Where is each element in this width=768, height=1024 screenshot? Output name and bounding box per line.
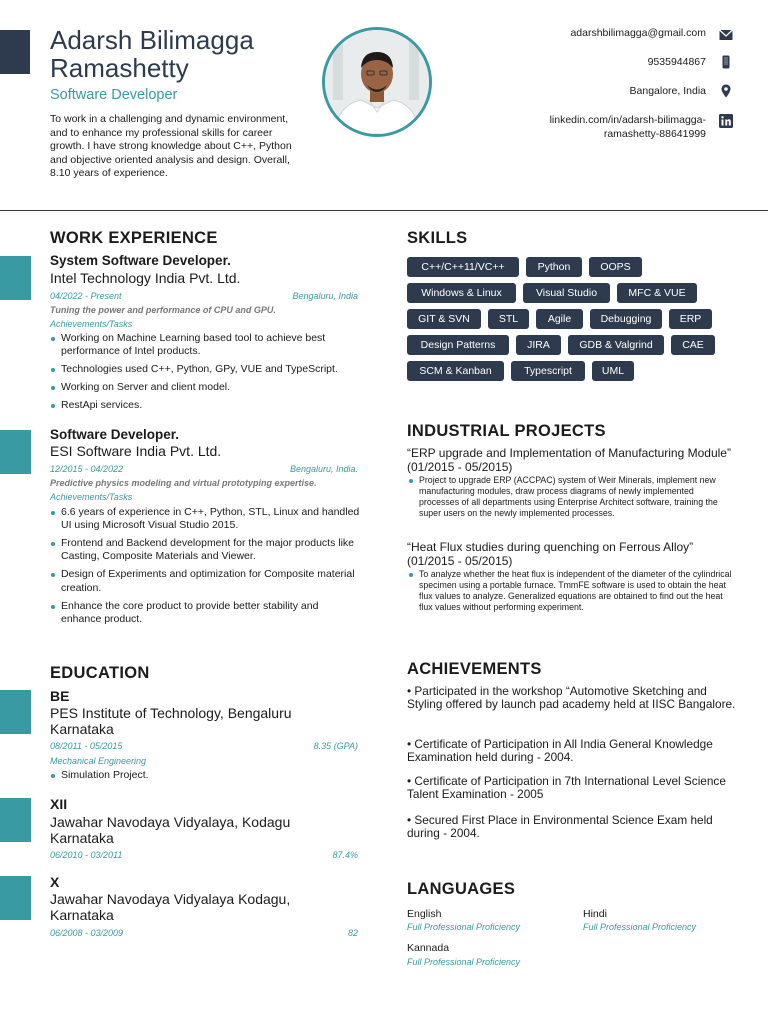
section-title-languages: LANGUAGES [407, 880, 516, 898]
project-title: “ERP upgrade and Implementation of Manufacturing Module” (01/2015 - 05/2015) [407, 446, 731, 474]
job-location: Bengaluru, India [292, 291, 358, 301]
list-item: Project to upgrade ERP (ACCPAC) system of Weir Minerals, implement new manufacturing modules, draw process diagrams of newly implemented processes of all departments using Enterprise Architect software, training the super users on the newly implemented processes. [407, 475, 732, 519]
list-item: Design of Experiments and optimization for Composite material creation. [50, 568, 360, 595]
contact-location: Bangalore, India [629, 85, 706, 97]
language-level: Full Professional Proficiency [407, 957, 521, 967]
profile-summary: To work in a challenging and dynamic environment, and to enhance my professional skills for career growth. I have strong knowledge about C++, Python and objective oriented analysis and design. Overall, 8.10 years of experience. [50, 113, 292, 179]
profile-photo-illustration [325, 30, 429, 134]
job-description: Predictive physics modeling and virtual prototyping expertise. [50, 478, 317, 488]
education-dates: 08/2011 - 05/2015 [50, 741, 123, 751]
skill-tag: ERP [669, 309, 712, 329]
language-level: Full Professional Proficiency [407, 922, 521, 932]
profile-photo [322, 27, 432, 137]
candidate-role: Software Developer [50, 87, 178, 103]
language-name: Hindi [583, 908, 607, 920]
language-level: Full Professional Proficiency [583, 922, 697, 932]
email-icon [719, 28, 733, 42]
achievement-item: • Participated in the workshop “Automotive Sketching and Styling offered by launch pad academy held at IISC Bangalore. [407, 684, 736, 712]
job-title: System Software Developer. [50, 253, 231, 268]
education-institution: Jawahar Navodaya Vidyalaya, Kodagu Karnataka [50, 814, 291, 846]
list-item: RestApi services. [50, 399, 360, 412]
section-title-projects: INDUSTRIAL PROJECTS [407, 422, 606, 440]
skill-tag: CAE [671, 335, 715, 355]
job-dates: 04/2022 - Present [50, 291, 122, 301]
list-item: Working on Machine Learning based tool to achieve best performance of Intel products. [50, 332, 360, 359]
education-institution: PES Institute of Technology, Bengaluru Karnataka [50, 705, 292, 737]
achievements-label: Achievements/Tasks [50, 492, 133, 502]
achievement-item: • Secured First Place in Environmental Science Exam held during - 2004. [407, 813, 713, 841]
project-bullets [407, 475, 732, 519]
section-title-achievements: ACHIEVEMENTS [407, 660, 542, 678]
education-institution: Jawahar Navodaya Vidyalaya Kodagu, Karnataka [50, 891, 291, 923]
job-dates: 12/2015 - 04/2022 [50, 464, 124, 474]
list-item: Frontend and Backend development for the major products like Casting, Composite Materials and Viewer. [50, 537, 360, 564]
education-grade: 8.35 (GPA) [313, 741, 358, 751]
list-item: Working on Server and client model. [50, 381, 360, 394]
section-title-skills: SKILLS [407, 229, 468, 247]
skill-tag: MFC & VUE [617, 283, 697, 303]
job-organization: ESI Software India Pvt. Ltd. [50, 443, 222, 459]
job-bullets [50, 506, 360, 631]
contact-phone[interactable]: 9535944867 [647, 56, 706, 68]
skill-tag: GDB & Valgrind [568, 335, 664, 355]
skill-tag: Debugging [590, 309, 662, 329]
skill-tag: Agile [536, 309, 583, 329]
contact-linkedin[interactable] [550, 114, 706, 141]
linkedin-line-1: linkedin.com/in/adarsh-bilimagga- [549, 114, 706, 126]
achievements-label: Achievements/Tasks [50, 319, 133, 329]
job-accent-tab [0, 256, 31, 300]
project-title: “Heat Flux studies during quenching on Ferrous Alloy” (01/2015 - 05/2015) [407, 540, 694, 568]
skill-tag: C++/C++11/VC++ [407, 257, 519, 277]
education-grade: 87.4% [332, 850, 358, 860]
education-accent-tab [0, 690, 31, 734]
education-accent-tab [0, 798, 31, 842]
linkedin-line-2: ramashetty-88641999 [603, 127, 706, 140]
list-item: 6.6 years of experience in C++, Python, STL, Linux and handled UI using Microsoft Visual Studio 2015. [50, 506, 360, 533]
candidate-name: Adarsh Bilimagga Ramashetty [50, 25, 254, 83]
contact-email[interactable]: adarshbilimagga@gmail.com [570, 27, 706, 39]
skill-tag: OOPS [589, 257, 642, 277]
education-degree: BE [50, 688, 70, 704]
job-accent-tab [0, 430, 31, 474]
job-organization: Intel Technology India Pvt. Ltd. [50, 270, 241, 286]
list-item: Enhance the core product to provide better stability and enhance product. [50, 600, 360, 627]
skill-tag: UML [592, 361, 634, 381]
section-title-work: WORK EXPERIENCE [50, 229, 218, 247]
achievement-item: • Certificate of Participation in 7th International Level Science Talent Examination - 2005 [407, 774, 726, 802]
education-dates: 06/2010 - 03/2011 [50, 850, 123, 860]
language-name: Kannada [407, 942, 450, 954]
list-item: To analyze whether the heat flux is independent of the diameter of the cylindrical specimen using a portable furnace. TmmFE software is used to obtain the heat flux values to analyze. Generalized equations are obtained to find out the heat flux values without performing experiment. [407, 569, 732, 613]
list-item: Simulation Project. [50, 769, 360, 782]
header-divider [0, 210, 768, 211]
education-grade: 82 [347, 928, 358, 938]
skill-tag: SCM & Kanban [407, 361, 504, 381]
phone-icon [719, 55, 733, 69]
achievement-item: • Certificate of Participation in All India General Knowledge Examination held during - 2004. [407, 737, 713, 765]
skill-tag: GIT & SVN [407, 309, 481, 329]
section-title-education: EDUCATION [50, 664, 150, 682]
education-dates: 06/2008 - 03/2009 [50, 928, 124, 938]
project-bullets [407, 569, 732, 613]
job-location: Bengaluru, India. [289, 464, 358, 474]
header-accent-block [0, 30, 30, 74]
skill-tag: Windows & Linux [407, 283, 516, 303]
linkedin-icon [719, 114, 733, 128]
skill-tag: Python [526, 257, 582, 277]
job-bullets [50, 332, 360, 417]
skill-tag: JIRA [516, 335, 561, 355]
skill-tag: STL [488, 309, 529, 329]
job-title: Software Developer. [50, 427, 180, 442]
job-description: Tuning the power and performance of CPU and GPU. [50, 305, 276, 315]
language-name: English [407, 908, 442, 920]
education-degree: XII [50, 796, 68, 812]
skill-tag: Visual Studio [523, 283, 610, 303]
list-item: Technologies used C++, Python, GPy, VUE and TypeScript. [50, 363, 360, 376]
education-field: Mechanical Engineering [50, 756, 147, 766]
education-bullets [50, 769, 360, 787]
location-icon [719, 84, 733, 98]
skill-tag: Typescript [511, 361, 585, 381]
education-degree: X [50, 874, 60, 890]
education-accent-tab [0, 876, 31, 920]
skill-tag: Design Patterns [407, 335, 509, 355]
